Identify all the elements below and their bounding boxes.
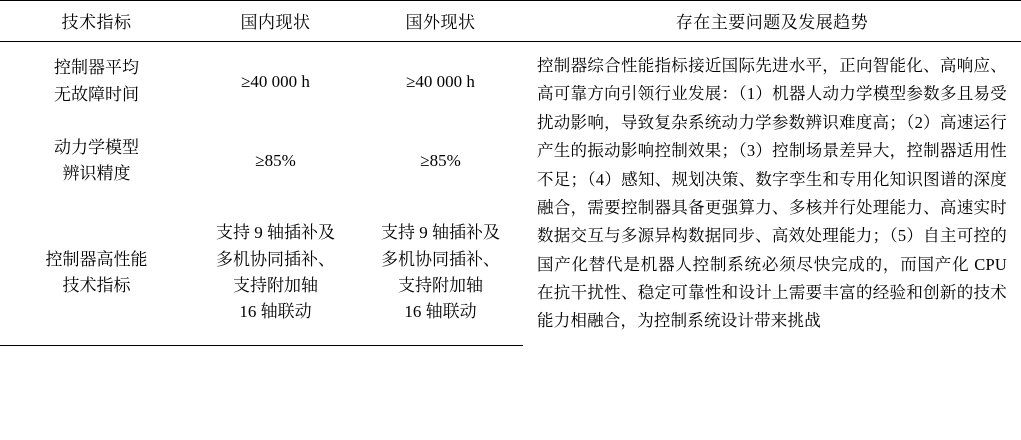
column-header-domestic: 国内现状 bbox=[193, 1, 358, 42]
table-body bbox=[0, 42, 1021, 346]
column-header-indicator: 技术指标 bbox=[0, 1, 193, 42]
cell-line: 控制器平均 bbox=[54, 58, 139, 78]
cell-domestic-2 bbox=[193, 122, 358, 201]
cell-line: ≥85% bbox=[255, 151, 296, 171]
table-header-row bbox=[0, 1, 1021, 42]
cell-line: 16 轴联动 bbox=[404, 302, 477, 322]
column-header-foreign: 国外现状 bbox=[358, 1, 523, 42]
cell-line: 支持附加轴 bbox=[398, 276, 483, 296]
table-row bbox=[0, 42, 1021, 122]
cell-line: 多机协同插补、 bbox=[381, 249, 500, 269]
cell-line: 动力学模型 bbox=[54, 137, 139, 157]
cell-foreign-2 bbox=[358, 122, 523, 201]
cell-domestic-3 bbox=[193, 201, 358, 346]
cell-foreign-1 bbox=[358, 42, 523, 122]
cell-indicator-3 bbox=[0, 201, 193, 346]
cell-line: 支持 9 轴插补及 bbox=[381, 223, 500, 243]
column-header-issues: 存在主要问题及发展趋势 bbox=[523, 1, 1021, 42]
cell-indicator-2 bbox=[0, 122, 193, 201]
cell-line: 支持 9 轴插补及 bbox=[216, 223, 335, 243]
cell-indicator-1 bbox=[0, 42, 193, 122]
cell-foreign-3 bbox=[358, 201, 523, 346]
cell-line: 无故障时间 bbox=[54, 84, 139, 104]
cell-line: 16 轴联动 bbox=[239, 302, 312, 322]
cell-line: 辨识精度 bbox=[62, 164, 131, 184]
cell-issues bbox=[523, 42, 1021, 346]
cell-line: ≥40 000 h bbox=[406, 71, 475, 91]
cell-domestic-1 bbox=[193, 42, 358, 122]
issues-paragraph: 控制器综合性能指标接近国际先进水平，正向智能化、高响应、高可靠方向引领行业发展：（1）机器人动力学模型参数多且易受扰动影响，导致复杂系统动力学参数辨识难度高；（2）高速运行产生的振动影响控制效果；（3）控制场景差异大，控制器适用性不足；（4）感知、规划决策、数字孪生和专用化知识图谱的深度融合，需要控制器具备更强算力、多核并行处理能力、高速实时数据交互与多源异构数据同步、高效处理能力；（5）自主可控的国产化替代是机器人控制系统必须尽快完成的，而国产化 CPU 在抗干扰性、稳定可靠性和设计上需要丰富的经验和创新的技术能力相融合，为控制系统设计带来挑战 bbox=[537, 56, 1007, 331]
cell-line: 支持附加轴 bbox=[233, 276, 318, 296]
cell-line: 控制器高性能 bbox=[45, 249, 148, 269]
cell-line: ≥40 000 h bbox=[241, 71, 310, 91]
cell-line: 技术指标 bbox=[62, 276, 131, 296]
cell-line: ≥85% bbox=[420, 151, 461, 171]
cell-line: 多机协同插补、 bbox=[216, 249, 335, 269]
table-header bbox=[0, 1, 1021, 42]
